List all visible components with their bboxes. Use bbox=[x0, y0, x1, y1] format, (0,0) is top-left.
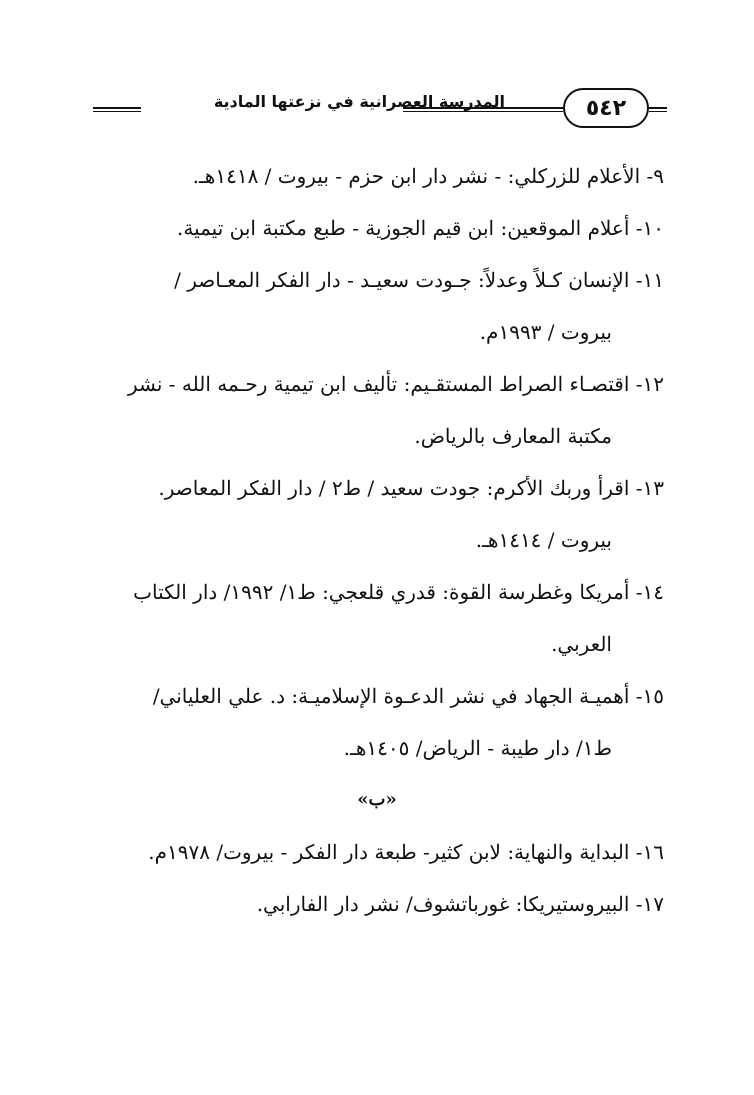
entry-text: ١٢- اقتصـاء الصراط المستقـيم: تأليف ابن تيمية رحـمه الله - نشر bbox=[127, 372, 664, 396]
page-number: ٥٤٢ bbox=[563, 88, 649, 128]
bib-entry-16 bbox=[90, 826, 664, 878]
entry-continuation: ط١/ دار طيبة - الرياض/ ١٤٠٥هـ. bbox=[343, 736, 612, 760]
bib-entry-17 bbox=[90, 878, 664, 930]
header-rule-left bbox=[93, 107, 141, 112]
entry-text: ١٦- البداية والنهاية: لابن كثير- طبعة دار الفكر - بيروت/ ١٩٧٨م. bbox=[148, 840, 664, 864]
bib-entry-15 bbox=[90, 670, 664, 774]
bib-entry-11 bbox=[90, 254, 664, 358]
entry-continuation: مكتبة المعارف بالرياض. bbox=[414, 424, 612, 448]
bib-entry-12 bbox=[90, 358, 664, 462]
running-title: المدرسة العصرانية في نزعتها المادية bbox=[213, 92, 505, 111]
entry-continuation: بيروت / ١٩٩٣م. bbox=[479, 320, 612, 344]
bib-entry-9 bbox=[90, 150, 664, 202]
bibliography-list bbox=[90, 150, 664, 930]
entry-text: ١١- الإنسان كـلاً وعدلاً: جـودت سعيـد - دار الفكر المعـاصر / bbox=[174, 268, 664, 292]
header-rule-middle bbox=[403, 107, 563, 112]
bib-entry-13 bbox=[90, 462, 664, 566]
bib-entry-14 bbox=[90, 566, 664, 670]
entry-text: ١٤- أمريكا وغطرسة القوة: قدري قلعجي: ط١/ ١٩٩٢/ دار الكتاب bbox=[133, 580, 664, 604]
entry-text: ١٣- اقرأ وربك الأكرم: جودت سعيد / ط٢ / دار الفكر المعاصر. bbox=[158, 476, 664, 500]
entry-text: ١٠- أعلام الموقعين: ابن قيم الجوزية - طبع مكتبة ابن تيمية. bbox=[176, 216, 664, 240]
page-header bbox=[93, 86, 667, 134]
bib-entry-10 bbox=[90, 202, 664, 254]
entry-text: ١٥- أهميـة الجهاد في نشر الدعـوة الإسلاميـة: د. علي العلياني/ bbox=[152, 684, 664, 708]
entry-text: ٩- الأعلام للزركلي: - نشر دار ابن حزم - بيروت / ١٤١٨هـ. bbox=[192, 164, 664, 188]
entry-continuation: بيروت / ١٤١٤هـ. bbox=[475, 528, 612, 552]
header-rule-right bbox=[649, 107, 667, 112]
entry-continuation: العربي. bbox=[551, 632, 612, 656]
section-heading: «ب» bbox=[357, 789, 397, 810]
entry-text: ١٧- البيروستيريكا: غورباتشوف/ نشر دار الفارابي. bbox=[256, 892, 664, 916]
